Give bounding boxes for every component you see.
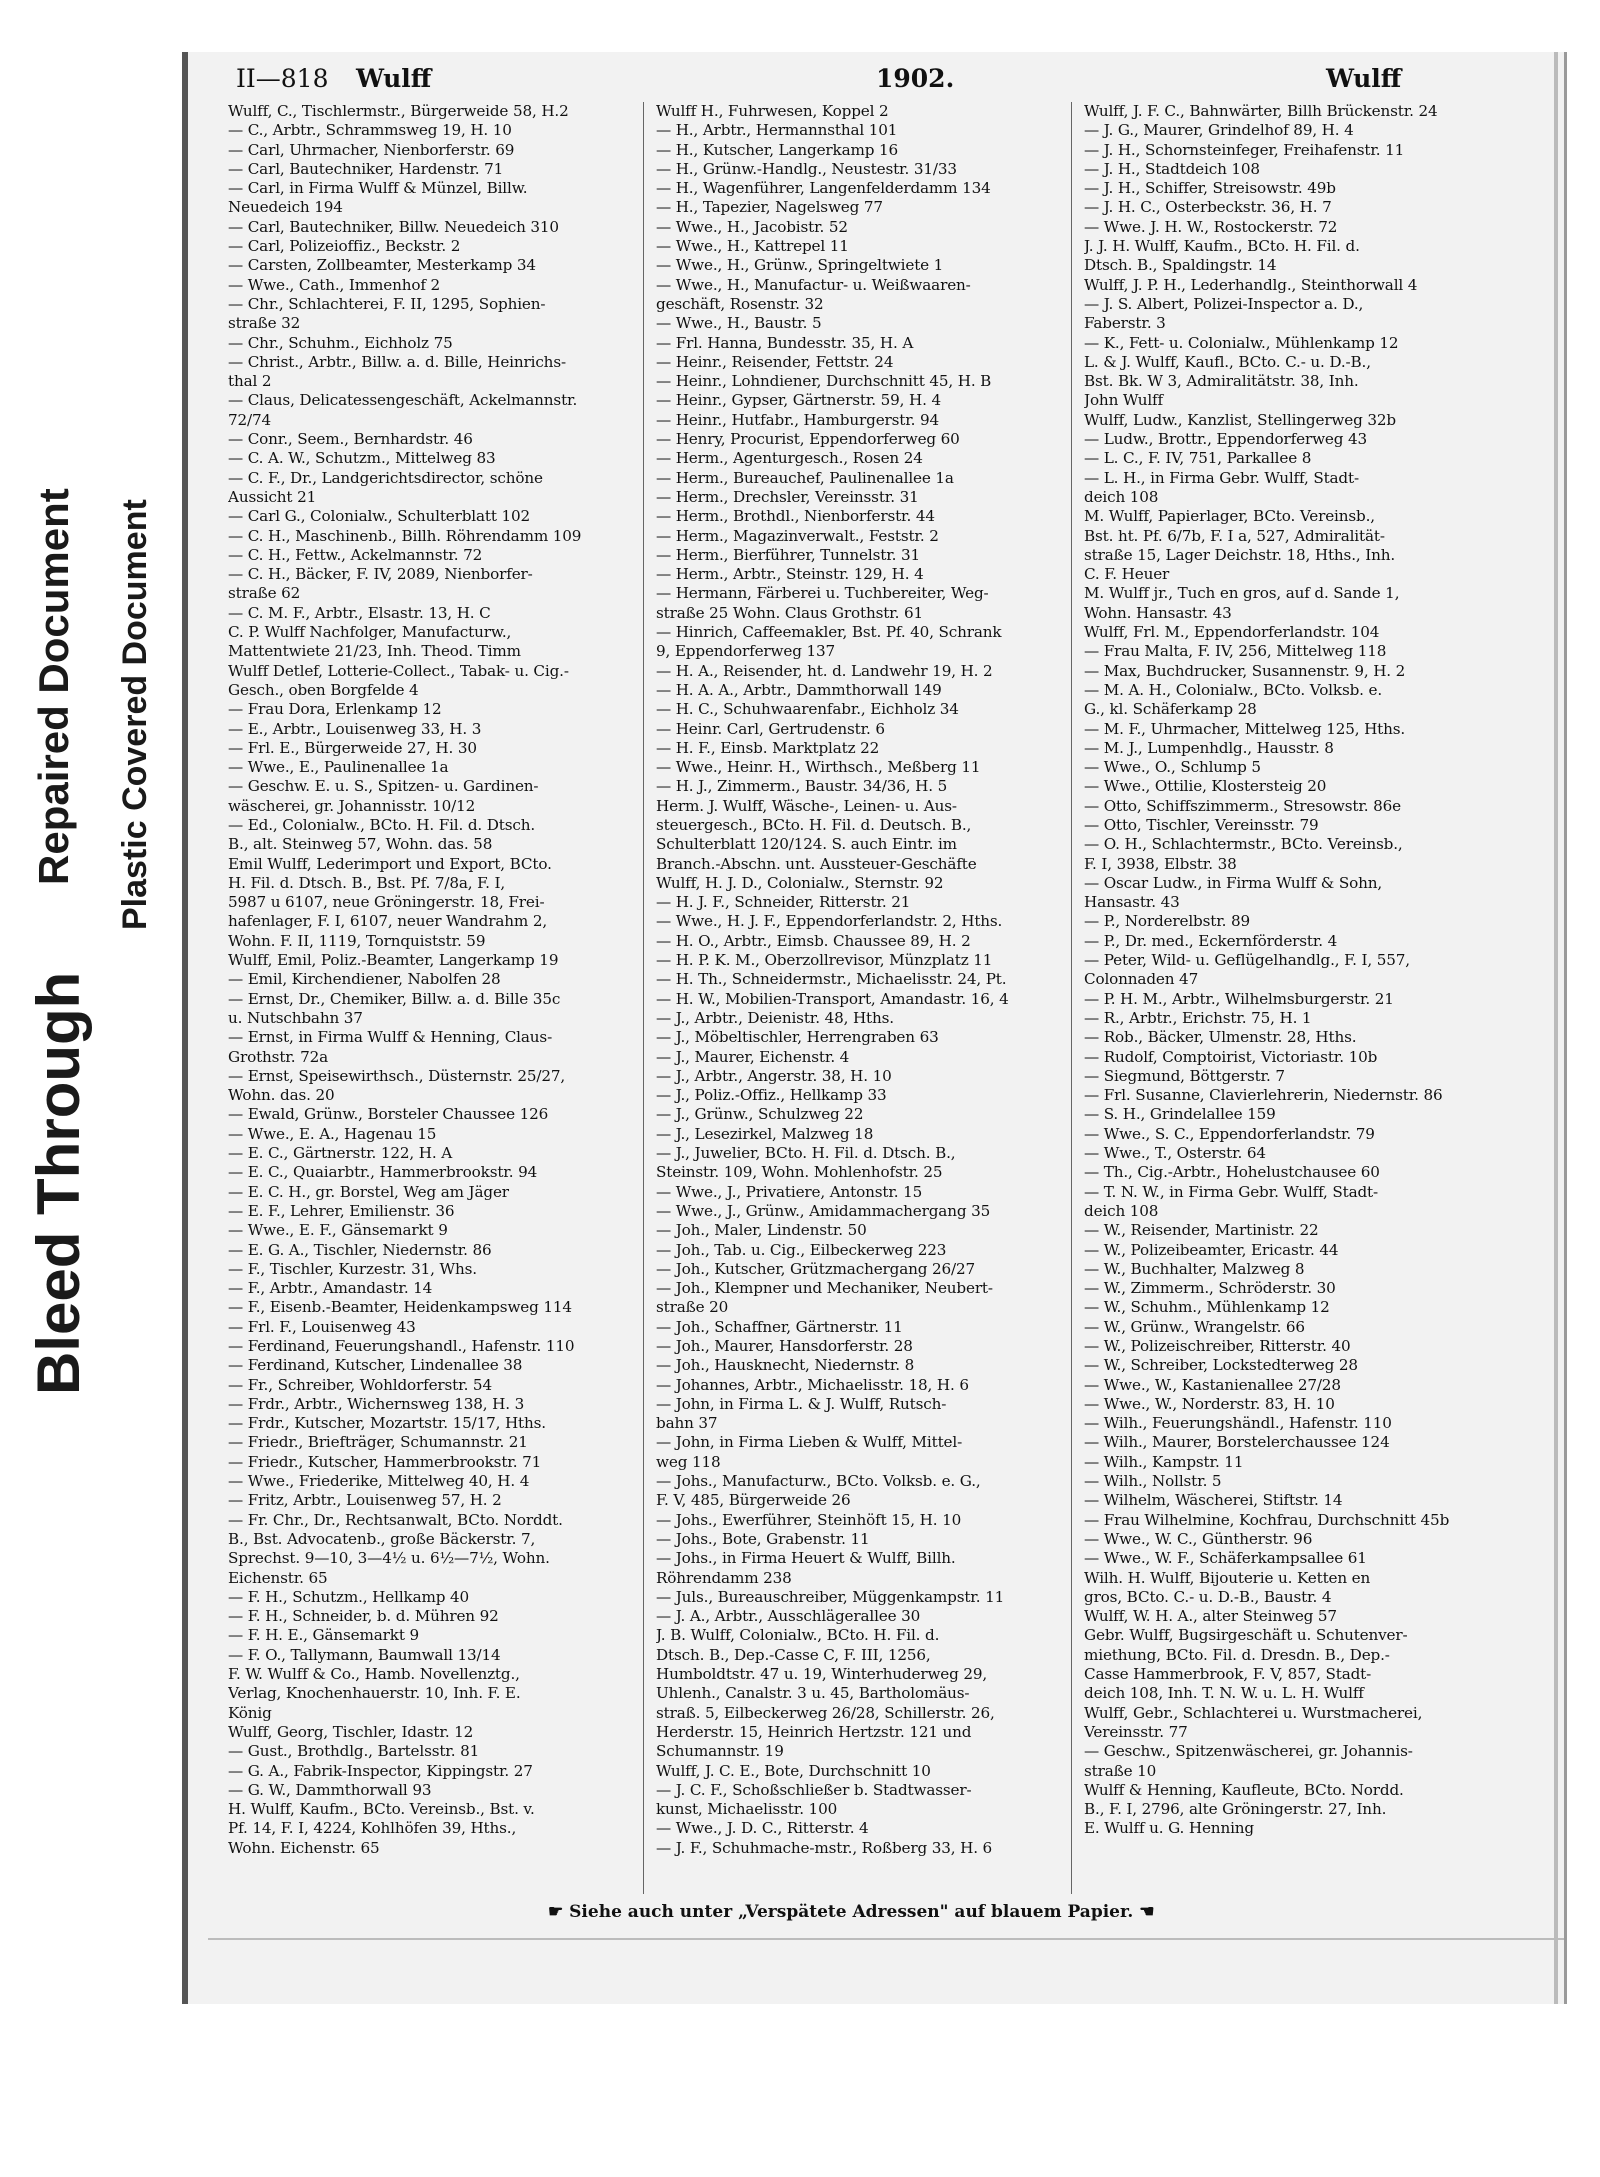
directory-entry: — Wilhelm, Wäscherei, Stiftstr. 14 [1084,1491,1343,1510]
directory-entry: deich 108 [1084,1201,1159,1220]
directory-entry: — Herm., Bureauchef, Paulinenallee 1a [656,468,954,487]
directory-entry: — Wwe., H., Baustr. 5 [656,314,822,333]
directory-entry: — Frl. E., Bürgerweide 27, H. 30 [228,738,477,757]
directory-entry: — H., Grünw.-Handlg., Neustestr. 31/33 [656,159,957,178]
directory-entry: — P., Dr. med., Eckernförderstr. 4 [1084,931,1338,950]
directory-entry: — Wilh., Kampstr. 11 [1084,1452,1244,1471]
directory-entry: — E. C. H., gr. Borstel, Weg am Jäger [228,1182,509,1201]
directory-entry: — C. H., Maschinenb., Billh. Röhrendamm 109 [228,526,582,545]
directory-entry: — Ferdinand, Kutscher, Lindenallee 38 [228,1356,523,1375]
directory-entry: — M. F., Uhrmacher, Mittelweg 125, Hths. [1084,719,1406,738]
directory-entry: — W., Polizeischreiber, Ritterstr. 40 [1084,1337,1351,1355]
directory-entry: — Heinr., Hutfabr., Hamburgerstr. 94 [656,410,940,429]
directory-entry: Branch.-Abschn. unt. Aussteuer-Geschäfte [656,854,977,873]
directory-entry: — Herm., Agenturgesch., Rosen 24 [656,449,923,468]
directory-entry: — L. C., F. IV, 751, Parkallee 8 [1084,449,1312,468]
directory-entry: — Wwe., W. C., Güntherstr. 96 [1084,1529,1313,1548]
directory-entry: — Wwe., H., Jacobistr. 52 [656,217,848,236]
directory-entry: — Frl. Susanne, Clavierlehrerin, Niedernstr. 86 [1084,1086,1443,1105]
directory-entry: — Fr. Chr., Dr., Rechtsanwalt, BCto. Norddt. [228,1510,563,1529]
directory-entry: Wulff Detlef, Lotterie-Collect., Tabak- u. Cig.- [228,661,569,680]
directory-entry: — Fritz, Arbtr., Louisenweg 57, H. 2 [228,1491,502,1510]
directory-entry: — Friedr., Kutscher, Hammerbrookstr. 71 [228,1452,542,1471]
directory-entry: — Joh., Klempner und Mechaniker, Neubert- [656,1279,993,1298]
directory-entry: Wulff H., Fuhrwesen, Koppel 2 [656,102,889,120]
directory-entry: Verlag, Knochenhauerstr. 10, Inh. F. E. [228,1684,521,1703]
directory-entry: B., Bst. Advocatenb., große Bäckerstr. 7, [228,1529,536,1548]
directory-entry: Gesch., oben Borgfelde 4 [228,680,419,699]
directory-entry: — Carl, in Firma Wulff & Münzel, Billw. [228,179,528,198]
directory-entry: — Frl. F., Louisenweg 43 [228,1317,416,1336]
directory-entry: — J., Möbeltischler, Herrengraben 63 [656,1028,939,1047]
directory-entry: Wulff, J. F. C., Bahnwärter, Billh Brückenstr. 24 [1084,102,1438,120]
directory-entry: Wohn. das. 20 [228,1086,335,1105]
directory-entry: — Joh., Schaffner, Gärtnerstr. 11 [656,1317,903,1336]
directory-entry: — Herm., Magazinverwalt., Feststr. 2 [656,526,939,545]
scanned-page [182,52,1567,2004]
directory-entry: — J., Lesezirkel, Malzweg 18 [656,1124,874,1143]
directory-entry: — Wwe., Ottilie, Klostersteig 20 [1084,777,1327,796]
directory-entry: hafenlager, F. I, 6107, neuer Wandrahm 2, [228,912,548,931]
directory-entry: — Wwe., E., Paulinenallee 1a [228,758,449,777]
directory-entry: F. W. Wulff & Co., Hamb. Novellenztg., [228,1665,520,1684]
directory-entry: — W., Grünw., Wrangelstr. 66 [1084,1317,1305,1336]
directory-entry: deich 108, Inh. T. N. W. u. L. H. Wulff [1084,1684,1364,1703]
directory-entry: — Wwe., J., Grünw., Amidammachergang 35 [656,1201,991,1220]
page-edge [1554,52,1558,2004]
directory-entry: Eichenstr. 65 [228,1568,328,1587]
directory-entry: — C. H., Fettw., Ackelmannstr. 72 [228,545,483,564]
directory-entry: C. P. Wulff Nachfolger, Manufacturw., [228,623,512,642]
margin-labels [0,0,190,1450]
directory-entry: — Joh., Tab. u. Cig., Eilbeckerweg 223 [656,1240,947,1259]
directory-entry: — J., Poliz.-Offiz., Hellkamp 33 [656,1086,887,1105]
directory-entry: — H. Th., Schneidermstr., Michaelisstr. 24, Pt. [656,970,1007,989]
directory-entry: — H., Wagenführer, Langenfelderdamm 134 [656,179,991,198]
directory-entry: — Wilh., Nollstr. 5 [1084,1472,1222,1491]
directory-entry: — E. C., Gärtnerstr. 122, H. A [228,1144,453,1163]
directory-entry: — Max, Buchdrucker, Susannenstr. 9, H. 2 [1084,661,1406,680]
directory-entry: Bst. Bk. W 3, Admiralitätstr. 38, Inh. [1084,372,1359,391]
directory-entry: — Hermann, Färberei u. Tuchbereiter, Weg- [656,584,989,603]
directory-entry: — H. C., Schuhwaarenfabr., Eichholz 34 [656,700,959,719]
directory-entry: Wulff, Emil, Poliz.-Beamter, Langerkamp 19 [228,951,559,970]
directory-entry: Gebr. Wulff, Bugsirgeschäft u. Schutenver- [1084,1626,1408,1645]
directory-entry: — Wwe., S. C., Eppendorferlandstr. 79 [1084,1124,1375,1143]
directory-entry: — Frdr., Arbtr., Wichernsweg 138, H. 3 [228,1394,525,1413]
directory-entry: — J. H., Schornsteinfeger, Freihafenstr. 11 [1084,140,1405,159]
directory-entry: Herderstr. 15, Heinrich Hertzstr. 121 und [656,1722,972,1741]
directory-entry: — John, in Firma L. & J. Wulff, Rutsch- [656,1394,947,1413]
directory-entry: weg 118 [656,1452,721,1471]
directory-entry: — Wwe., Cath., Immenhof 2 [228,275,440,294]
directory-entry: — Juls., Bureauschreiber, Müggenkampstr. 11 [656,1587,1005,1606]
directory-entry: — Wwe., H., Kattrepel 11 [656,237,849,256]
directory-entry: — Rudolf, Comptoirist, Victoriastr. 10b [1084,1047,1378,1066]
directory-entry: — J. H. C., Osterbeckstr. 36, H. 7 [1084,198,1332,217]
directory-entry: Schulterblatt 120/124. S. auch Eintr. im [656,835,957,854]
directory-entry: — Frau Malta, F. IV, 256, Mittelweg 118 [1084,642,1387,661]
directory-entry: 9, Eppendorferweg 137 [656,642,835,661]
directory-entry: — J., Arbtr., Angerstr. 38, H. 10 [656,1066,892,1085]
directory-entry: straße 15, Lager Deichstr. 18, Hths., Inh. [1084,545,1396,564]
directory-entry: — Th., Cig.-Arbtr., Hohelustchausee 60 [1084,1163,1380,1182]
directory-entry: — Oscar Ludw., in Firma Wulff & Sohn, [1084,873,1383,892]
directory-entry: — T. N. W., in Firma Gebr. Wulff, Stadt- [1084,1182,1378,1201]
directory-entry: — Wwe., H. J. F., Eppendorferlandstr. 2, Hths. [656,912,1003,931]
directory-entry: Wulff, C., Tischlermstr., Bürgerweide 58, H.2 [228,102,569,120]
directory-entry: — F. H., Schneider, b. d. Mühren 92 [228,1607,499,1626]
directory-entry: — Johs., in Firma Heuert & Wulff, Billh. [656,1549,956,1568]
directory-entry: — E. F., Lehrer, Emilienstr. 36 [228,1201,455,1220]
directory-entry: J. J. H. Wulff, Kaufm., BCto. H. Fil. d. [1084,237,1360,256]
directory-entry: — Heinr., Lohndiener, Durchschnitt 45, H. B [656,372,992,391]
directory-entry: — Carl, Bautechniker, Hardenstr. 71 [228,159,504,178]
directory-entry: — J. H., Schiffer, Streisowstr. 49b [1084,179,1336,198]
directory-entry: 72/74 [228,410,272,429]
directory-entry: — Chr., Schlachterei, F. II, 1295, Sophien- [228,294,546,313]
directory-entry: — Frdr., Kutscher, Mozartstr. 15/17, Hths. [228,1414,546,1433]
directory-entry: Wulff, W. H. A., alter Steinweg 57 [1084,1607,1337,1626]
directory-entry: — Geschw. E. u. S., Spitzen- u. Gardinen- [228,777,539,796]
directory-entry: — Frl. Hanna, Bundesstr. 35, H. A [656,333,914,352]
directory-entry: straß. 5, Eilbeckerweg 26/28, Schillerstr. 26, [656,1703,995,1722]
directory-entry: kunst, Michaelisstr. 100 [656,1800,838,1819]
directory-entry: Colonnaden 47 [1084,970,1199,989]
directory-entry: thal 2 [228,372,272,391]
directory-entry: — H. F., Einsb. Marktplatz 22 [656,738,880,757]
directory-entry: — F. O., Tallymann, Baumwall 13/14 [228,1645,501,1664]
directory-entry: — R., Arbtr., Erichstr. 75, H. 1 [1084,1008,1312,1027]
header-year: 1902. [876,64,955,93]
directory-entry: Grothstr. 72a [228,1047,328,1066]
directory-entry: — J. S. Albert, Polizei-Inspector a. D., [1084,294,1364,313]
directory-entry: — H. A. A., Arbtr., Dammthorwall 149 [656,680,942,699]
repaired-document-label: Repaired Document [30,488,77,885]
directory-entry: — Otto, Tischler, Vereinsstr. 79 [1084,815,1319,834]
plastic-covered-label: Plastic Covered Document [116,499,154,930]
bleed-through-label: Bleed Through [25,971,92,1395]
directory-entry: — Rob., Bäcker, Ulmenstr. 28, Hths. [1084,1028,1357,1047]
directory-entry: u. Nutschbahn 37 [228,1008,363,1027]
directory-entry: — Carl, Bautechniker, Billw. Neuedeich 310 [228,217,559,236]
directory-entry: Wulff, H. J. D., Colonialw., Sternstr. 92 [656,873,944,892]
directory-entry: Emil Wulff, Lederimport und Export, BCto. [228,854,552,873]
directory-entry: — Joh., Kutscher, Grützmachergang 26/27 [656,1259,976,1278]
directory-entry: — H., Kutscher, Langerkamp 16 [656,140,899,159]
directory-entry: — Wwe., J., Privatiere, Antonstr. 15 [656,1182,923,1201]
directory-entry: E. Wulff u. G. Henning [1084,1819,1254,1838]
directory-entry: — F. H. E., Gänsemarkt 9 [228,1626,419,1645]
directory-entry: M. Wulff jr., Tuch en gros, auf d. Sande 1, [1084,584,1400,603]
directory-entry: — C. M. F., Arbtr., Elsastr. 13, H. C [228,603,491,622]
directory-entry: — C. A. W., Schutzm., Mittelweg 83 [228,449,496,468]
directory-entry: wäscherei, gr. Johannisstr. 10/12 [228,796,476,815]
directory-entry: straße 10 [1084,1761,1157,1780]
directory-entry: — Wwe., H., Manufactur- u. Weißwaaren- [656,275,971,294]
directory-entry: L. & J. Wulff, Kaufl., BCto. C.- u. D.-B., [1084,352,1371,371]
column-1 [228,102,630,1894]
directory-entry: — Herm., Arbtr., Steinstr. 129, H. 4 [656,565,924,584]
directory-entry: G., kl. Schäferkamp 28 [1084,700,1257,719]
directory-entry: — Emil, Kirchendiener, Nabolfen 28 [228,970,501,989]
header-right-title: Wulff [1326,64,1402,93]
directory-entry: — Joh., Hausknecht, Niedernstr. 8 [656,1356,915,1375]
directory-entry: — E. G. A., Tischler, Niedernstr. 86 [228,1240,492,1259]
directory-entry: — J. A., Arbtr., Ausschlägerallee 30 [656,1607,921,1626]
directory-entry: — G. A., Fabrik-Inspector, Kippingstr. 27 [228,1761,533,1780]
directory-entry: M. Wulff, Papierlager, BCto. Vereinsb., [1084,507,1375,526]
directory-entry: Humboldtstr. 47 u. 19, Winterhuderweg 29, [656,1665,988,1684]
directory-entry: — Carl, Polizeioffiz., Beckstr. 2 [228,237,461,256]
directory-entry: — C. F., Dr., Landgerichtsdirector, schöne [228,468,543,487]
directory-entry: — P. H. M., Arbtr., Wilhelmsburgerstr. 21 [1084,989,1394,1008]
directory-entry: — Wwe. J. H. W., Rostockerstr. 72 [1084,217,1338,236]
directory-entry: H. Wulff, Kaufm., BCto. Vereinsb., Bst. v. [228,1800,535,1819]
directory-entry: — C., Arbtr., Schrammsweg 19, H. 10 [228,121,512,140]
directory-entry: — Heinr. Carl, Gertrudenstr. 6 [656,719,885,738]
directory-entry: — Joh., Maler, Lindenstr. 50 [656,1221,867,1240]
directory-entry: — J. H., Stadtdeich 108 [1084,159,1260,178]
directory-entry: — Chr., Schuhm., Eichholz 75 [228,333,453,352]
directory-entry: — H. A., Reisender, ht. d. Landwehr 19, H. 2 [656,661,993,680]
directory-entry: — H. J., Zimmerm., Baustr. 34/36, H. 5 [656,777,948,796]
directory-entry: — Claus, Delicatessengeschäft, Ackelmannstr. [228,391,578,410]
directory-entry: — Hinrich, Caffeemakler, Bst. Pf. 40, Schrank [656,623,1002,642]
directory-entry: Röhrendamm 238 [656,1568,792,1587]
directory-entry: — Wwe., E. F., Gänsemarkt 9 [228,1221,448,1240]
directory-entry: — Ernst, in Firma Wulff & Henning, Claus- [228,1028,553,1047]
directory-entry: — Joh., Maurer, Hansdorferstr. 28 [656,1337,913,1355]
directory-entry: — Heinr., Gypser, Gärtnerstr. 59, H. 4 [656,391,941,410]
directory-entry: — J. F., Schuhmache-mstr., Roßberg 33, H. 6 [656,1838,993,1857]
directory-entry: — Carl G., Colonialw., Schulterblatt 102 [228,507,531,526]
directory-entry: Dtsch. B., Dep.-Casse C, F. III, 1256, [656,1645,931,1664]
directory-entry: — F., Tischler, Kurzestr. 31, Whs. [228,1259,477,1278]
directory-entry: John Wulff [1084,391,1163,410]
directory-entry: F. I, 3938, Elbstr. 38 [1084,854,1237,873]
directory-entry: Uhlenh., Canalstr. 3 u. 45, Bartholomäus- [656,1684,970,1703]
directory-entry: — H. O., Arbtr., Eimsb. Chaussee 89, H. 2 [656,931,971,950]
directory-entry: Wulff, Ludw., Kanzlist, Stellingerweg 32b [1084,410,1396,429]
directory-entry: — H., Arbtr., Hermannsthal 101 [656,121,898,140]
directory-entry: C. F. Heuer [1084,565,1170,584]
directory-entry: — H., Tapezier, Nagelsweg 77 [656,198,883,217]
directory-entry: — Frau Dora, Erlenkamp 12 [228,700,442,719]
directory-entry: — Ewald, Grünw., Borsteler Chaussee 126 [228,1105,549,1124]
directory-entry: Bst. ht. Pf. 6/7b, F. I a, 527, Admiralität- [1084,526,1385,545]
directory-entry: Faberstr. 3 [1084,314,1166,333]
directory-columns [228,102,1548,1894]
directory-entry: — W., Schreiber, Lockstedterweg 28 [1084,1356,1358,1375]
directory-entry: — Wwe., Heinr. H., Wirthsch., Meßberg 11 [656,758,981,777]
directory-entry: — W., Schuhm., Mühlenkamp 12 [1084,1298,1330,1317]
directory-entry: — J., Juwelier, BCto. H. Fil. d. Dtsch. B., [656,1144,956,1163]
directory-entry: — W., Zimmerm., Schröderstr. 30 [1084,1279,1336,1298]
directory-entry: — F., Arbtr., Amandastr. 14 [228,1279,433,1298]
directory-entry: Steinstr. 109, Wohn. Mohlenhofstr. 25 [656,1163,943,1182]
directory-entry: — H. J. F., Schneider, Ritterstr. 21 [656,893,911,912]
directory-entry: — John, in Firma Lieben & Wulff, Mittel- [656,1433,963,1452]
directory-entry: straße 62 [228,584,301,603]
column-2 [656,102,1058,1894]
directory-entry: Mattentwiete 21/23, Inh. Theod. Timm [228,642,521,661]
directory-entry: — Wwe., J. D. C., Ritterstr. 4 [656,1819,869,1838]
column-3 [1084,102,1486,1894]
directory-entry: — W., Reisender, Martinistr. 22 [1084,1221,1319,1240]
directory-entry: König [228,1703,272,1722]
directory-entry: — S. H., Grindelallee 159 [1084,1105,1276,1124]
directory-entry: Casse Hammerbrook, F. V, 857, Stadt- [1084,1665,1372,1684]
directory-entry: — Conr., Seem., Bernhardstr. 46 [228,430,473,449]
directory-entry: Wulff & Henning, Kaufleute, BCto. Nordd. [1084,1780,1404,1799]
directory-entry: — Johs., Bote, Grabenstr. 11 [656,1529,870,1548]
directory-entry: J. B. Wulff, Colonialw., BCto. H. Fil. d. [656,1626,940,1645]
directory-entry: — H. W., Mobilien-Transport, Amandastr. 16, 4 [656,989,1009,1008]
directory-entry: — Herm., Drechsler, Vereinsstr. 31 [656,487,919,506]
directory-entry: — E. C., Quaiarbtr., Hammerbrookstr. 94 [228,1163,538,1182]
directory-entry: — Johs., Ewerführer, Steinhöft 15, H. 10 [656,1510,962,1529]
directory-entry: — Carsten, Zollbeamter, Mesterkamp 34 [228,256,536,275]
directory-entry: — F. H., Schutzm., Hellkamp 40 [228,1587,470,1606]
directory-entry: — Ed., Colonialw., BCto. H. Fil. d. Dtsch. [228,815,536,834]
directory-entry: Hansastr. 43 [1084,893,1180,912]
directory-entry: — W., Polizeibeamter, Ericastr. 44 [1084,1240,1339,1259]
directory-entry: — Geschw., Spitzenwäscherei, gr. Johannis- [1084,1742,1413,1761]
directory-entry: — Carl, Uhrmacher, Nienborferstr. 69 [228,140,515,159]
directory-entry: — Wwe., W., Kastanienallee 27/28 [1084,1375,1341,1394]
directory-entry: — Wwe., O., Schlump 5 [1084,758,1261,777]
directory-entry: — G. W., Dammthorwall 93 [228,1780,432,1799]
directory-entry: — Henry, Procurist, Eppendorferweg 60 [656,430,960,449]
directory-entry: — Wwe., W., Norderstr. 83, H. 10 [1084,1394,1335,1413]
directory-entry: — Ferdinand, Feuerungshandl., Hafenstr. 110 [228,1337,575,1355]
directory-entry: Wohn. Eichenstr. 65 [228,1838,380,1857]
directory-entry: — Ernst, Dr., Chemiker, Billw. a. d. Bille 35c [228,989,561,1008]
footnote: ☛ Siehe auch unter „Verspätete Adressen" auf blauem Papier. ☚ [548,1902,1155,1922]
directory-entry: — Ernst, Speisewirthsch., Düsternstr. 25/27, [228,1066,566,1085]
directory-entry: — J. C. F., Schoßschließer b. Stadtwasser- [656,1780,972,1799]
directory-entry: — F., Eisenb.-Beamter, Heidenkampsweg 114 [228,1298,572,1317]
directory-entry: straße 20 [656,1298,729,1317]
directory-entry: — Johs., Manufacturw., BCto. Volksb. e. G., [656,1472,981,1491]
header-left-title: Wulff [356,64,432,93]
directory-entry: Wulff, Georg, Tischler, Idastr. 12 [228,1722,474,1741]
directory-entry: straße 25 Wohn. Claus Grothstr. 61 [656,603,923,622]
directory-entry: deich 108 [1084,487,1159,506]
directory-entry: Wilh. H. Wulff, Bijouterie u. Ketten en [1084,1568,1371,1587]
directory-entry: — Friedr., Briefträger, Schumannstr. 21 [228,1433,528,1452]
directory-entry: — Peter, Wild- u. Geflügelhandlg., F. I, 557, [1084,951,1410,970]
directory-entry: bahn 37 [656,1414,718,1433]
directory-entry: — Fr., Schreiber, Wohldorferstr. 54 [228,1375,492,1394]
directory-entry: — L. H., in Firma Gebr. Wulff, Stadt- [1084,468,1359,487]
directory-entry: — J., Arbtr., Deienistr. 48, Hths. [656,1008,894,1027]
directory-entry: — Wwe., Friederike, Mittelweg 40, H. 4 [228,1472,530,1491]
directory-entry: Herm. J. Wulff, Wäsche-, Leinen- u. Aus- [656,796,957,815]
directory-entry: — W., Buchhalter, Malzweg 8 [1084,1259,1305,1278]
directory-entry: Wohn. F. II, 1119, Tornquiststr. 59 [228,931,486,950]
directory-entry: B., F. I, 2796, alte Gröningerstr. 27, Inh. [1084,1800,1387,1819]
directory-entry: — P., Norderelbstr. 89 [1084,912,1251,931]
directory-entry: straße 32 [228,314,301,333]
directory-entry: — J. G., Maurer, Grindelhof 89, H. 4 [1084,121,1354,140]
directory-entry: — Johannes, Arbtr., Michaelisstr. 18, H. 6 [656,1375,969,1394]
directory-entry: Pf. 14, F. I, 4224, Kohlhöfen 39, Hths., [228,1819,517,1838]
directory-entry: — Heinr., Reisender, Fettstr. 24 [656,352,894,371]
page-number: II—818 [236,64,329,93]
directory-entry: Aussicht 21 [228,487,317,506]
directory-entry: — J., Maurer, Eichenstr. 4 [656,1047,850,1066]
column-divider [643,102,644,1894]
directory-entry: — M. A. H., Colonialw., BCto. Volksb. e. [1084,680,1383,699]
directory-entry: — Herm., Bierführer, Tunnelstr. 31 [656,545,921,564]
column-divider [1071,102,1072,1894]
directory-entry: 5987 u 6107, neue Gröningerstr. 18, Frei- [228,893,545,912]
directory-entry: Neuedeich 194 [228,198,343,217]
directory-entry: — J., Grünw., Schulzweg 22 [656,1105,864,1124]
page-header [226,64,1546,104]
directory-entry: — K., Fett- u. Colonialw., Mühlenkamp 12 [1084,333,1399,352]
directory-entry: geschäft, Rosenstr. 32 [656,294,824,313]
directory-entry: — Wwe., T., Osterstr. 64 [1084,1144,1266,1163]
directory-entry: B., alt. Steinweg 57, Wohn. das. 58 [228,835,493,854]
directory-entry: Wulff, J. P. H., Lederhandlg., Steinthorwall 4 [1084,275,1418,294]
directory-entry: — H. P. K. M., Oberzollrevisor, Münzplatz 11 [656,951,993,970]
directory-entry: Sprechst. 9—10, 3—4½ u. 6½—7½, Wohn. [228,1549,550,1568]
directory-entry: Schumannstr. 19 [656,1742,784,1761]
directory-entry: — C. H., Bäcker, F. IV, 2089, Nienborfer- [228,565,533,584]
directory-entry: — Wilh., Feuerungshändl., Hafenstr. 110 [1084,1414,1392,1433]
directory-entry: — Wwe., E. A., Hagenau 15 [228,1124,437,1143]
directory-entry: — Otto, Schiffszimmerm., Stresowstr. 86e [1084,796,1402,815]
directory-entry: H. Fil. d. Dtsch. B., Bst. Pf. 7/8a, F. I, [228,873,506,892]
directory-entry: — Herm., Brothdl., Nienborferstr. 44 [656,507,935,526]
directory-entry: Vereinsstr. 77 [1084,1722,1188,1741]
directory-entry: miethung, BCto. Fil. d. Dresdn. B., Dep.- [1084,1645,1390,1664]
directory-entry: — M. J., Lumpenhdlg., Hausstr. 8 [1084,738,1334,757]
directory-entry: Wulff, J. C. E., Bote, Durchschnitt 10 [656,1761,931,1780]
directory-entry: steuergesch., BCto. H. Fil. d. Deutsch. B., [656,815,972,834]
directory-entry: — E., Arbtr., Louisenweg 33, H. 3 [228,719,482,738]
directory-entry: Wohn. Hansastr. 43 [1084,603,1232,622]
directory-entry: — Gust., Brothdlg., Bartelsstr. 81 [228,1742,480,1761]
directory-entry: gros, BCto. C.- u. D.-B., Baustr. 4 [1084,1587,1332,1606]
directory-entry: — Frau Wilhelmine, Kochfrau, Durchschnitt 45b [1084,1510,1450,1529]
directory-entry: — Wilh., Maurer, Borstelerchaussee 124 [1084,1433,1390,1452]
directory-entry: F. V, 485, Bürgerweide 26 [656,1491,851,1510]
directory-entry: — Siegmund, Böttgerstr. 7 [1084,1066,1285,1085]
directory-entry: — O. H., Schlachtermstr., BCto. Vereinsb., [1084,835,1403,854]
directory-entry: — Wwe., W. F., Schäferkampsallee 61 [1084,1549,1367,1568]
directory-entry: — Ludw., Brottr., Eppendorferweg 43 [1084,430,1368,449]
directory-entry: Wulff, Gebr., Schlachterei u. Wurstmacherei, [1084,1703,1423,1722]
directory-entry: — Wwe., H., Grünw., Springeltwiete 1 [656,256,944,275]
directory-entry: — Christ., Arbtr., Billw. a. d. Bille, Heinrichs- [228,352,566,371]
directory-entry: Dtsch. B., Spaldingstr. 14 [1084,256,1277,275]
directory-entry: Wulff, Frl. M., Eppendorferlandstr. 104 [1084,623,1380,642]
